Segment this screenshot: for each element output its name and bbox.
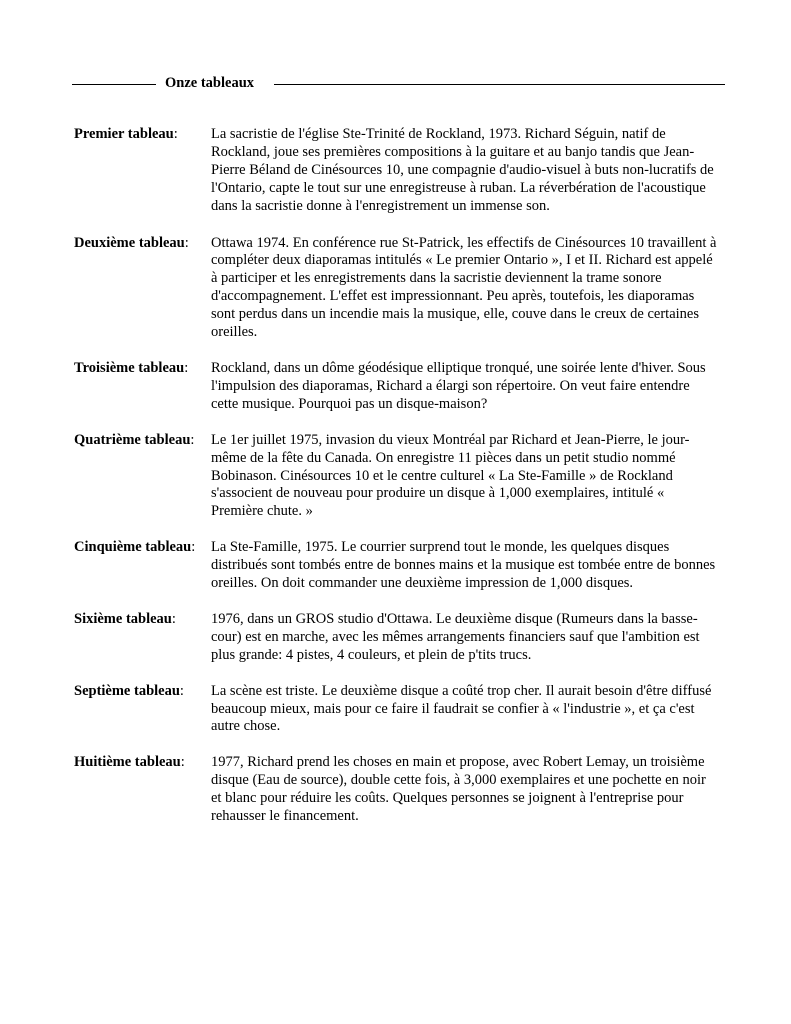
tableau-text: Ottawa 1974. En conférence rue St-Patrick, les effectifs de Cinésources 10 travaillent à compléter deux diaporamas intitulés « Le premier Ontario », I et II. Richard est appelé à participer et les enregistrements dans la sacristie deviennent la trame sonore d'accompagnement. L'effet est impressionnant. Peu après, toutefois, les diaporamas sont perdus dans un incendie mais la musique, elle, couve dans le creux de certaines oreilles.: [211, 234, 717, 341]
tableau-text: La sacristie de l'église Ste-Trinité de Rockland, 1973. Richard Séguin, natif de Rockland, joue ses premières compositions à la guitare et au banjo tandis que Jean-Pierre Béland de Cinésources 10, une compagnie d'audio-visuel à buts non-lucratifs de l'Ontario, capte le tout sur une enregistreuse à ruban. La réverbération de l'acoustique dans la sacristie donne à l'enregistrement un immense son.: [211, 126, 714, 214]
tableau-entry-3: [74, 360, 719, 414]
tableau-text: Le 1er juillet 1975, invasion du vieux Montréal par Richard et Jean-Pierre, le jour-même de la fête du Canada. On enregistre 11 pièces dans un petit studio nommé Bobinason. Cinésources 10 et le centre culturel « La Ste-Famille » de Rockland s'associent de nouveau pour produire un disque à 1,000 exemplaires, intitulé « Première chute. »: [211, 431, 690, 520]
tableau-entry-1: [74, 126, 719, 216]
tableau-label: Huitième tableau:: [74, 754, 185, 771]
tableau-entry-6: [74, 611, 719, 665]
tableau-label: Septième tableau:: [74, 682, 184, 699]
tableau-label: Premier tableau:: [74, 126, 178, 142]
tableau-label: Troisième tableau:: [74, 359, 189, 376]
section-title: Onze tableaux: [165, 75, 255, 91]
tableau-label: Quatrième tableau:: [74, 431, 195, 448]
tableau-entry-4: [74, 432, 719, 522]
tableau-text: La scène est triste. Le deuxième disque a coûté trop cher. Il aurait besoin d'être diffusé beaucoup mieux, mais pour ce faire il faudrait se confier à « l'industrie », et ça c'est autre chose.: [211, 682, 712, 735]
tableau-entry-5: [74, 539, 719, 593]
tableau-text: 1976, dans un GROS studio d'Ottawa. Le deuxième disque (Rumeurs dans la basse-cour) est en marche, avec les mêmes arrangements financiers sauf que l'ambition est plus grande: 4 pistes, 4 couleurs, et plein de p'tits trucs.: [211, 610, 700, 663]
tableau-text: Rockland, dans un dôme géodésique elliptique tronqué, une soirée lente d'hiver. Sous l'impulsion des diaporamas, Richard a élargi son répertoire. On veut faire entendre cette musique. Pourquoi pas un disque-maison?: [211, 359, 706, 412]
tableau-label: Deuxième tableau:: [74, 234, 189, 251]
tableau-label: Sixième tableau:: [74, 610, 176, 627]
header-rule-left: [72, 84, 156, 85]
tableau-label: Cinquième tableau:: [74, 539, 196, 556]
tableau-text: La Ste-Famille, 1975. Le courrier surprend tout le monde, les quelques disques distribués sont tombés entre de bonnes mains et la musique est tombée entre de bonnes oreilles. On doit commander une deuxième impression de 1,000 disques.: [211, 539, 716, 592]
header-rule-right: [274, 84, 725, 85]
tableau-entry-2: [74, 235, 719, 342]
tableaux-list: [74, 126, 719, 826]
section-header: [72, 74, 726, 94]
tableau-text: 1977, Richard prend les choses en main et propose, avec Robert Lemay, un troisième disque (Eau de source), double cette fois, à 3,000 exemplaires et une pochette en noir et blanc pour réduire les coûts. Quelques personnes se joignent à l'entreprise pour rehausser le financement.: [211, 754, 706, 825]
tableau-entry-8: [74, 754, 719, 826]
tableau-entry-7: [74, 683, 719, 737]
